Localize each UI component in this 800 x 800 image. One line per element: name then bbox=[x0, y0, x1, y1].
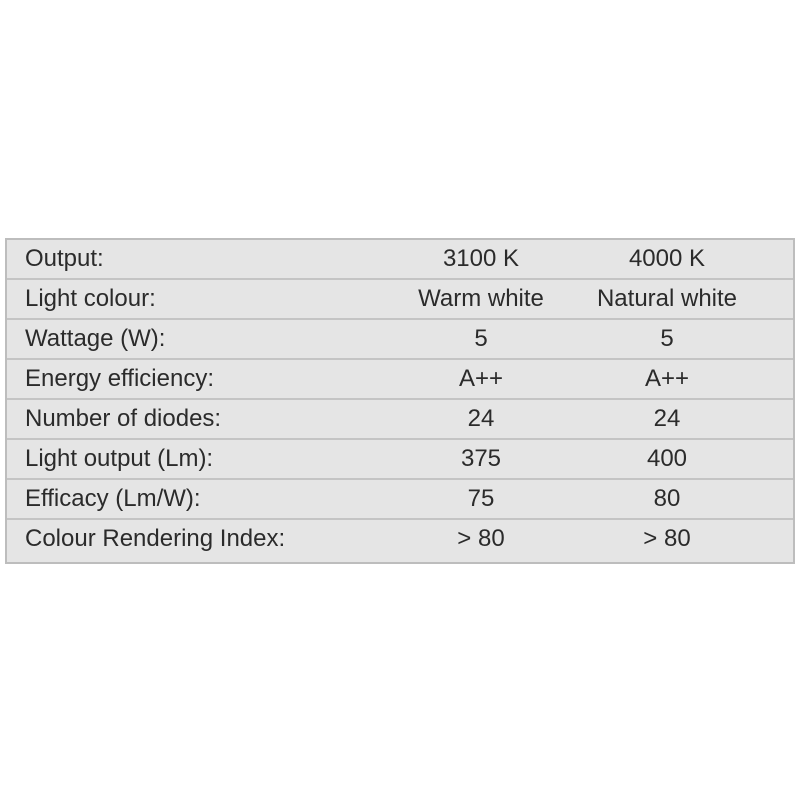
natural-white-value: > 80 bbox=[643, 525, 691, 552]
row-label: Output: bbox=[25, 245, 104, 272]
natural-white-value: Natural white bbox=[596, 285, 738, 312]
table-row-output bbox=[7, 240, 793, 280]
warm-white-value: 5 bbox=[474, 325, 488, 352]
natural-white-value: 80 bbox=[653, 485, 681, 512]
table-row-number-of-diodes bbox=[7, 400, 793, 440]
natural-white-value: 5 bbox=[660, 325, 674, 352]
table-row-colour-rendering-index bbox=[7, 520, 793, 560]
warm-white-value: A++ bbox=[458, 365, 504, 392]
row-label: Light colour: bbox=[25, 285, 156, 312]
row-label: Energy efficiency: bbox=[25, 365, 214, 392]
table-row-energy-efficiency bbox=[7, 360, 793, 400]
row-label: Wattage (W): bbox=[25, 325, 166, 352]
natural-white-value: A++ bbox=[644, 365, 690, 392]
natural-white-value: 400 bbox=[646, 445, 688, 472]
row-label: Colour Rendering Index: bbox=[25, 525, 286, 552]
row-label: Efficacy (Lm/W): bbox=[25, 485, 201, 512]
warm-white-value: 24 bbox=[467, 405, 495, 432]
row-label: Light output (Lm): bbox=[25, 445, 214, 472]
table-row-efficacy bbox=[7, 480, 793, 520]
warm-white-value: Warm white bbox=[418, 285, 544, 312]
table-row-wattage bbox=[7, 320, 793, 360]
warm-white-value: > 80 bbox=[457, 525, 505, 552]
table-row-light-colour bbox=[7, 280, 793, 320]
table-row-light-output bbox=[7, 440, 793, 480]
row-label: Number of diodes: bbox=[25, 405, 222, 432]
warm-white-value: 3100 K bbox=[442, 245, 520, 272]
natural-white-value: 4000 K bbox=[628, 245, 706, 272]
warm-white-value: 375 bbox=[460, 445, 502, 472]
spec-table bbox=[5, 238, 795, 564]
natural-white-value: 24 bbox=[653, 405, 681, 432]
warm-white-value: 75 bbox=[467, 485, 495, 512]
